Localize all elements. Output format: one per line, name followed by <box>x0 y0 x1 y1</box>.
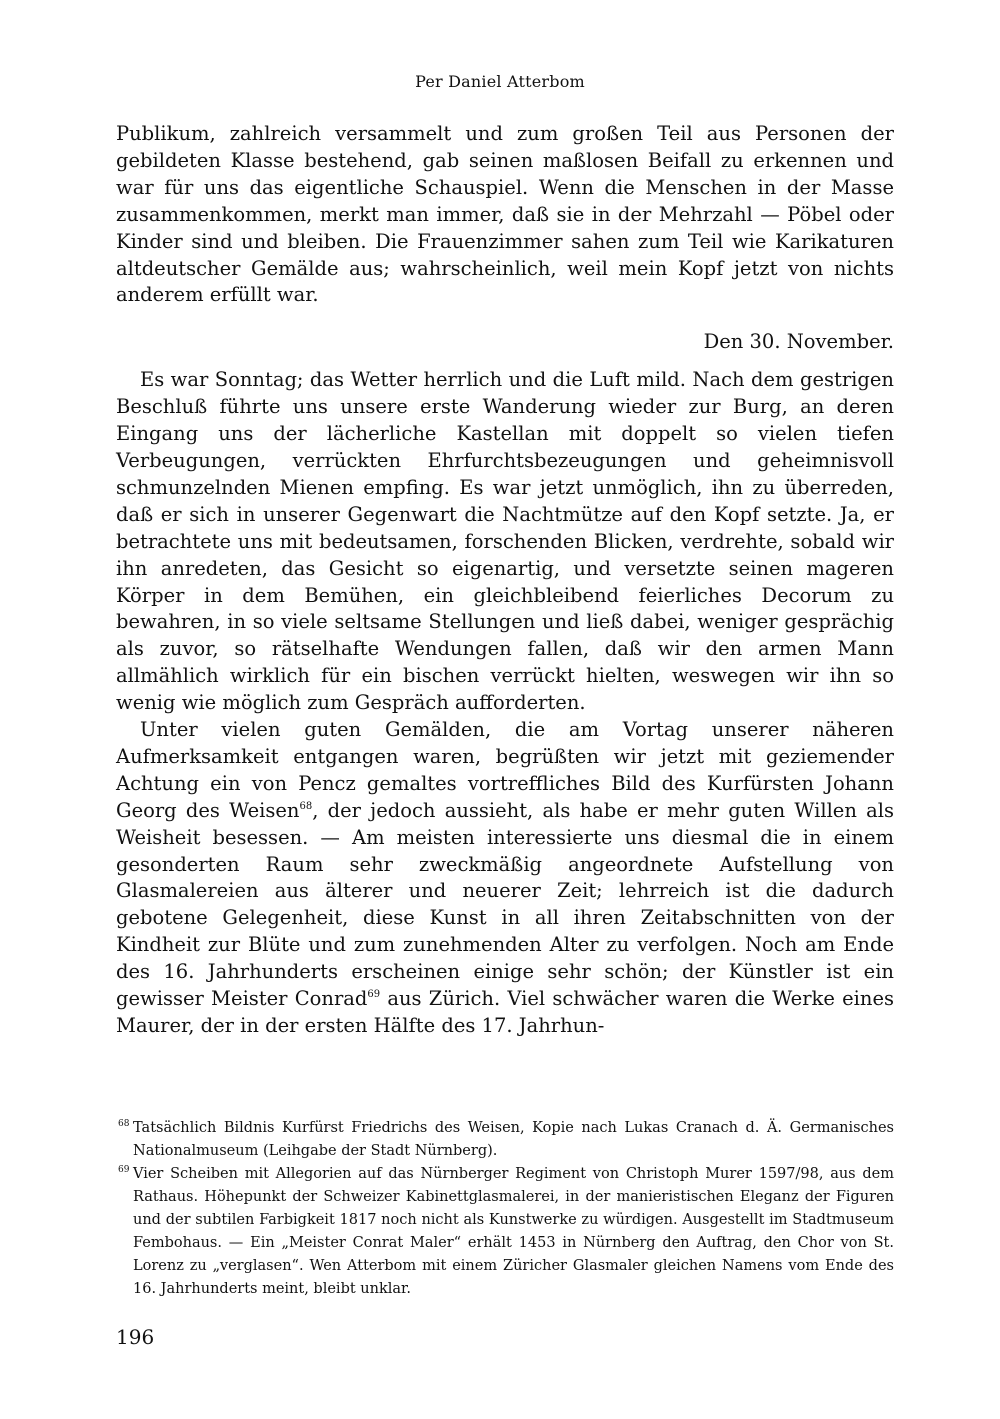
paragraph-sonntag: Es war Sonntag; das Wetter herrlich und die Luft mild. Nach dem gestrigen Beschluß führte uns unsere erste Wanderung wieder zur Burg, an deren Eingang uns der lächerliche Kastellan mit doppelt so vielen tiefen Verbeugungen, verrückten Ehrfurchtsbezeugungen und geheimnisvoll schmunzelnden Mienen empfing. Es war jetzt unmöglich, ihn zu überreden, daß er sich in unserer Gegenwart die Nachtmütze auf den Kopf setzte. Ja, er betrachtete uns mit bedeutsamen, forschenden Blicken, verdrehte, sobald wir ihn anredeten, das Gesicht so eigenartig, und versetzte seinen mageren Körper in dem Bemühen, ein gleichbleibend feierliches Decorum zu bewahren, in so viele seltsame Stellungen und ließ dabei, weniger gesprächig als zuvor, so rätselhafte Wendungen fallen, daß wir den armen Mann allmählich wirklich für ein bischen verrückt hielten, weswegen wir ihn so wenig wie möglich zum Gespräch aufforderten. <box>116 368 894 715</box>
paragraph-gemaelde-part-2: , der jedoch aussieht, als habe er mehr guten Willen als Weisheit besessen. — Am meisten interessierte uns diesmal die in einem gesonderten Raum sehr zweckmäßig angeordnete Aufstellung von Glasmalereien aus älterer und neuerer Zeit; lehrreich ist die dadurch gebotene Gelegenheit, diese Kunst in all ihren Zeitabschnitten von der Kindheit zur Blüte und zum zunehmenden Alter zu verfolgen. Noch am Ende des 16. Jahrhunderts erscheinen einige sehr schön; der Künstler ist ein gewisser Meister Conrad <box>116 798 894 1011</box>
footnote-ref-68[interactable]: 68 <box>299 800 313 812</box>
paragraph-gemaelde-part-3: aus Zürich. Viel schwächer waren die Werke eines Maurer, der in der ersten Hälfte des 17. Jahrhun- <box>116 987 894 1037</box>
page-number: 196 <box>116 1325 155 1349</box>
dateline: Den 30. November. <box>703 330 894 354</box>
footnote-text: Vier Scheiben mit Allegorien auf das Nürnberger Regiment von Christoph Murer 1597/98, aus dem Rathaus. Höhepunkt der Schweizer Kabinettglasmalerei, in der manieristischen Eleganz der Figuren und der subtilen Farbigkeit 1817 noch nicht als Kunstwerke zu würdigen. Ausgestellt im Stadtmuseum Fembohaus. — Ein „Meister Conrat Maler“ erhält 1453 in Nürnberg den Auftrag, den Chor von St. Lorenz zu „verglasen“. Wen Atterbom mit einem Züricher Glasmaler gleichen Namens vom Ende des 16. Jahrhunderts meint, bleibt unklar. <box>133 1166 894 1297</box>
footnote-ref-69[interactable]: 69 <box>367 989 381 1001</box>
main-text <box>116 121 894 1040</box>
paragraph-publikum: Publikum, zahlreich versammelt und zum großen Teil aus Personen der gebildeten Klasse bestehend, gab seinen maßlosen Beifall zu erkennen und war für uns das eigentliche Schauspiel. Wenn die Menschen in der Masse zusammenkommen, merkt man immer, daß sie in der Mehrzahl — Pöbel oder Kinder sind und bleiben. Die Frauenzimmer sahen zum Teil wie Karikaturen altdeutscher Gemälde aus; wahrscheinlich, weil mein Kopf jetzt von nichts anderem erfüllt war. <box>116 122 894 307</box>
footnote-text: Tatsächlich Bildnis Kurfürst Friedrichs des Weisen, Kopie nach Lukas Cranach d. Ä. Germanisches Nationalmuseum (Leihgabe der Stadt Nürnberg). <box>133 1120 894 1159</box>
footnote-68 <box>116 1117 894 1163</box>
footnote-number: 68 <box>118 1119 130 1129</box>
paragraph-gemaelde-part-1: Unter vielen guten Gemälden, die am Vortag unserer näheren Aufmerksamkeit entgangen waren, begrüßten wir jetzt mit geziemender Achtung ein von Pencz gemaltes vortreffliches Bild des Kurfürsten Johann Georg des Weisen <box>116 718 894 822</box>
running-head: Per Daniel Atterbom <box>415 72 585 91</box>
footnote-69 <box>116 1163 894 1301</box>
footnotes <box>116 1117 894 1301</box>
paragraph-gemaelde <box>116 717 894 1040</box>
footnote-number: 69 <box>118 1165 130 1175</box>
